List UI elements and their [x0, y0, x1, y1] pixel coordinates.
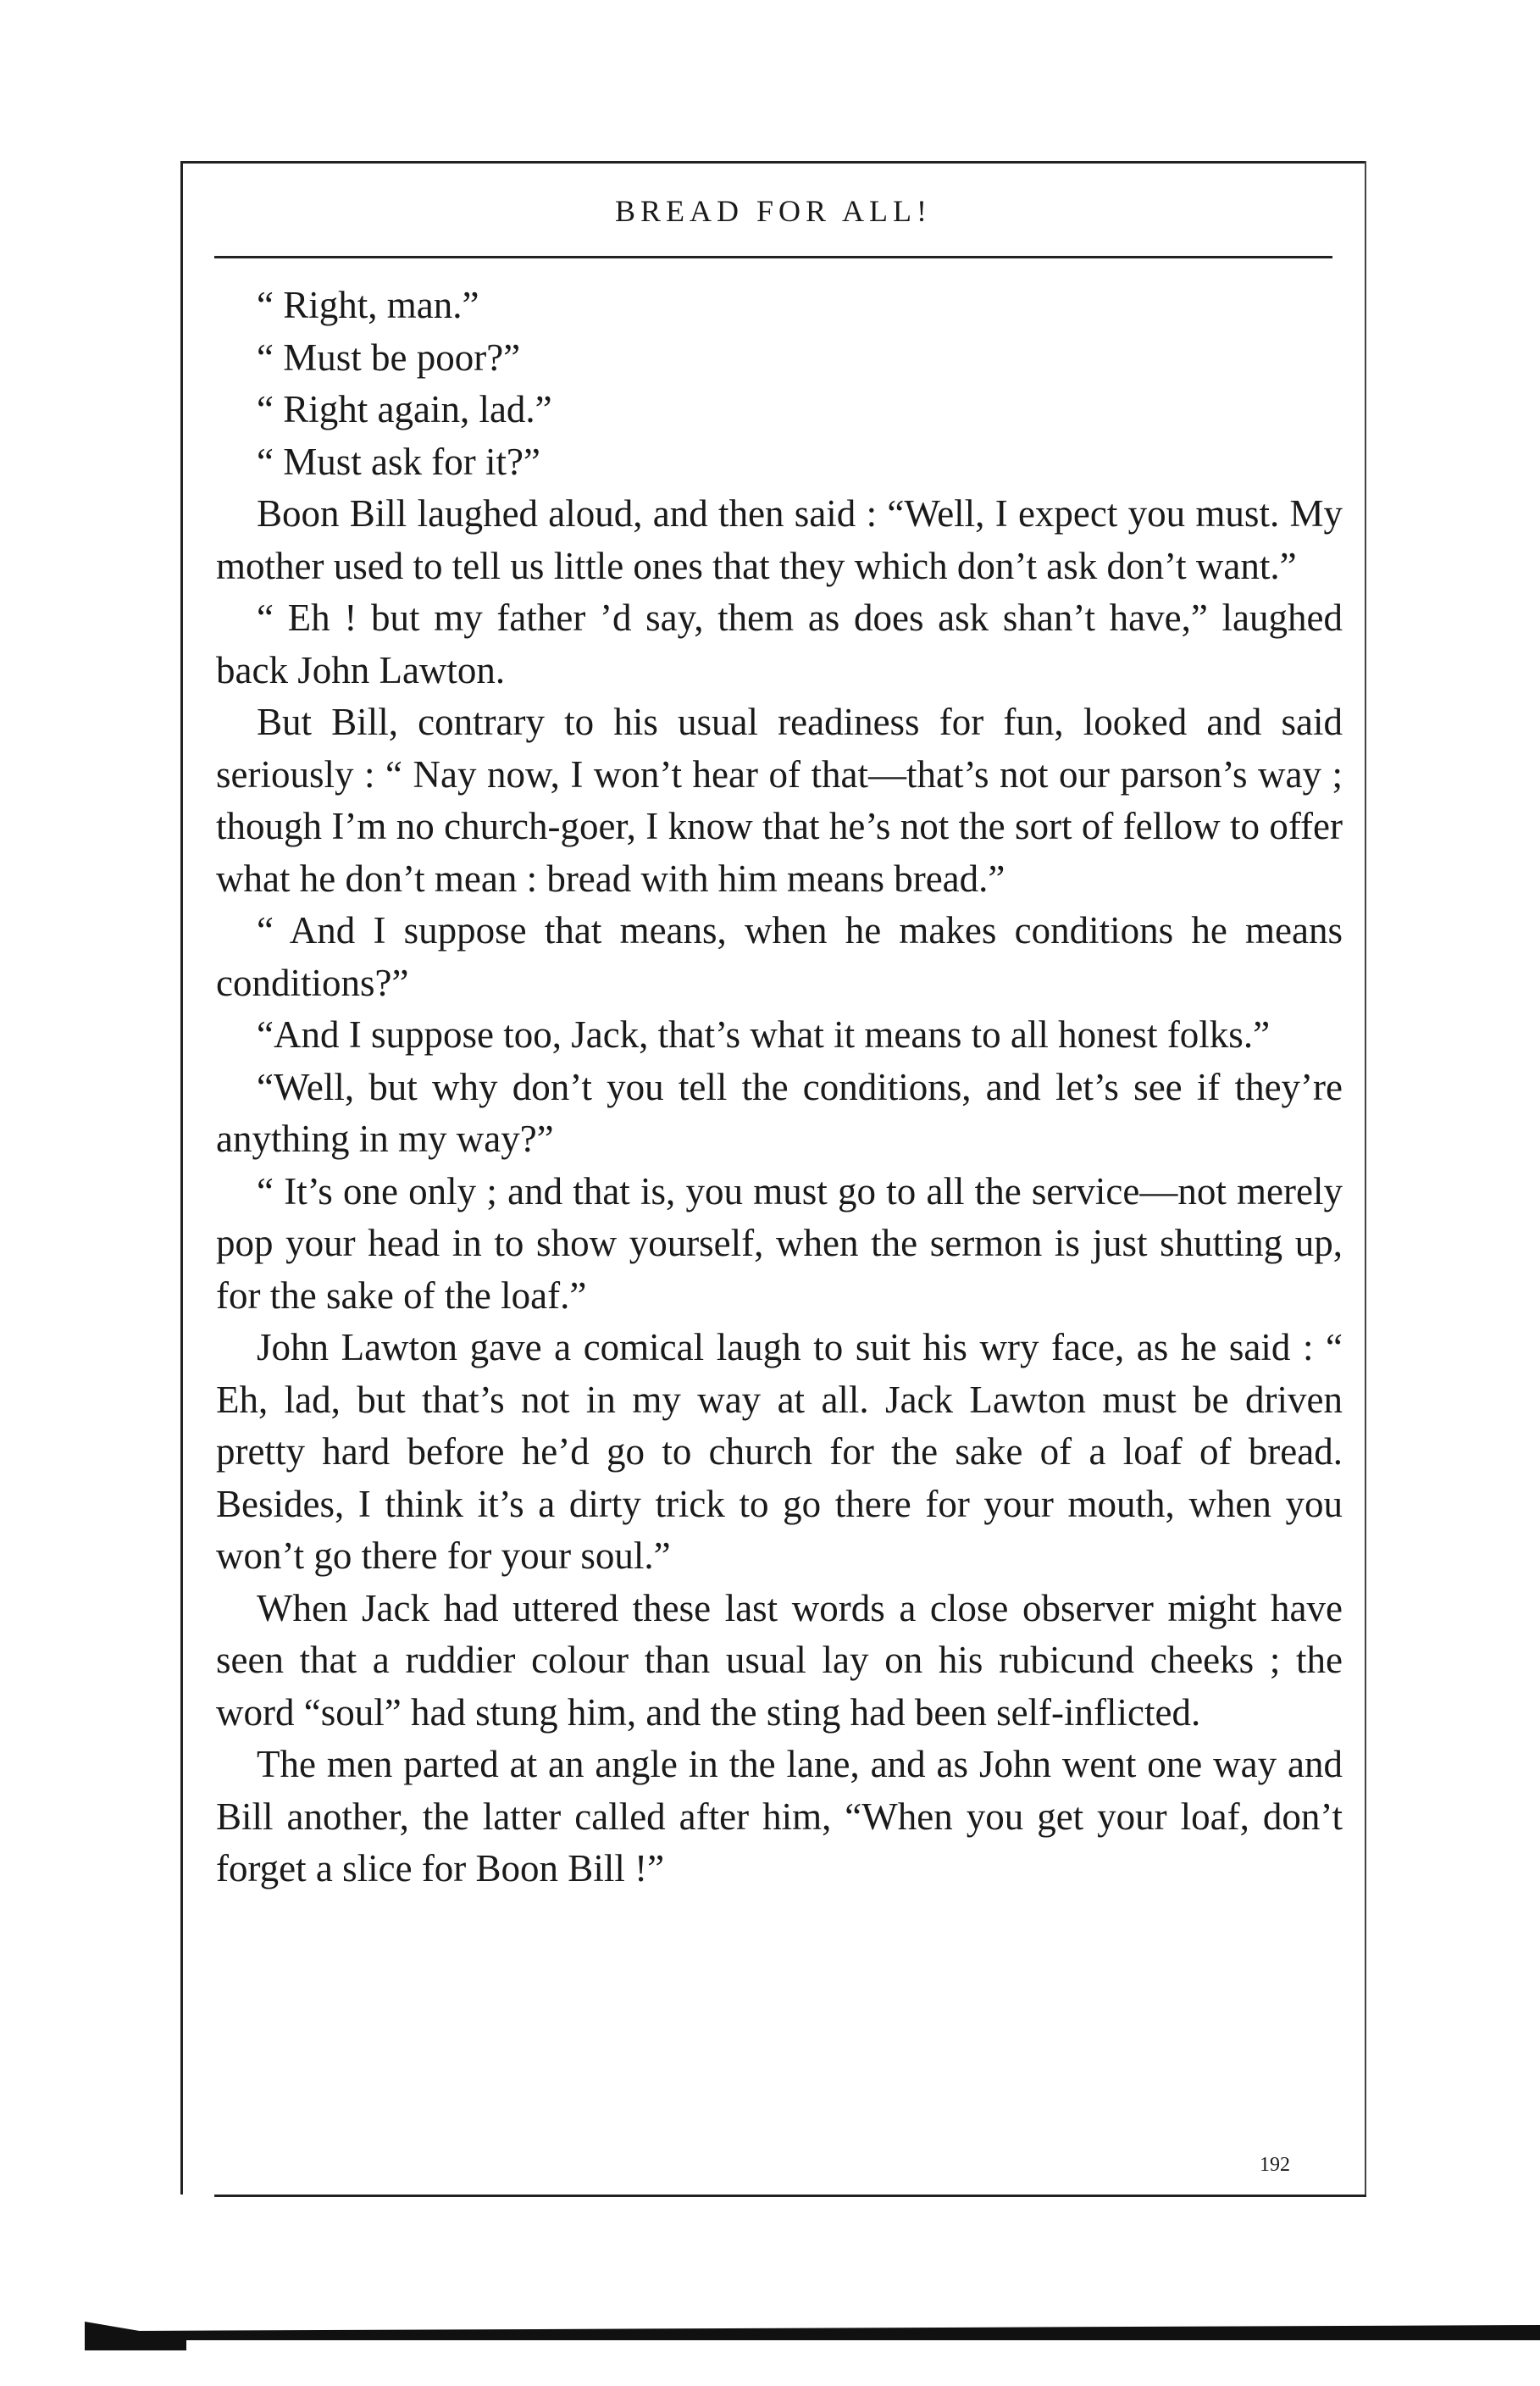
- paragraph: “And I suppose too, Jack, that’s what it means to all honest folks.”: [257, 1013, 1271, 1056]
- paragraph: “ Right again, lad.”: [257, 388, 552, 430]
- paragraph: “ It’s one only ; and that is, you must go to all the service—not merely pop your head in to show yourself, when the sermon is just shutting up, for the sake of the loaf.”: [216, 1169, 1343, 1317]
- paragraph: “ And I suppose that means, when he makes conditions he means conditions?”: [216, 909, 1343, 1004]
- paragraph: When Jack had uttered these last words a close observer might have seen that a ruddier colour than usual lay on his rubicund cheeks ; the word “soul” had stung him, and the sting had been self-inflicted.: [216, 1586, 1343, 1734]
- paragraph: “ Right, man.”: [257, 284, 479, 326]
- paragraph: “ Must ask for it?”: [257, 440, 540, 483]
- paragraph: “ Must be poor?”: [257, 336, 521, 379]
- paragraph: But Bill, contrary to his usual readiness for fun, looked and said seriously : “ Nay now, I won’t hear of that—that’s not our parson’s way ; though I’m no church-goer, I know that he’s not the sort of fellow to offer what he don’t mean : bread with him means bread.”: [216, 701, 1343, 900]
- paragraph: “Well, but why don’t you tell the conditions, and let’s see if they’re anything in my way?”: [216, 1065, 1343, 1160]
- frame-top-rule: [180, 161, 1366, 164]
- frame-bottom-rule: [214, 2195, 1366, 2197]
- frame-right-rule: [1365, 161, 1366, 2195]
- paragraph: “ Eh ! but my father ’d say, them as does ask shan’t have,” laughed back John Lawton.: [216, 596, 1343, 691]
- scan-edge-bar: [85, 2325, 1540, 2340]
- head-rule: [214, 256, 1332, 258]
- page-frame: [180, 161, 1366, 2195]
- running-head: BREAD FOR ALL!: [614, 194, 933, 228]
- paragraph: Boon Bill laughed aloud, and then said : “Well, I expect you must. My mother used to tell us little ones that they which don’t ask don’t want.”: [216, 492, 1343, 587]
- body-text: [216, 280, 1343, 1895]
- frame-left-rule: [180, 161, 183, 2195]
- paragraph: The men parted at an angle in the lane, and as John went one way and Bill another, the latter called after him, “When you get your loaf, don’t forget a slice for Boon Bill !”: [216, 1743, 1343, 1889]
- page-number: 192: [1260, 2154, 1290, 2176]
- paragraph: John Lawton gave a comical laugh to suit his wry face, as he said : “ Eh, lad, but that’s not in my way at all. Jack Lawton must be driven pretty hard before he’d go to church for the sake of a loaf of bread. Besides, I think it’s a dirty trick to go there for your mouth, when you won’t go there for your soul.”: [216, 1326, 1343, 1577]
